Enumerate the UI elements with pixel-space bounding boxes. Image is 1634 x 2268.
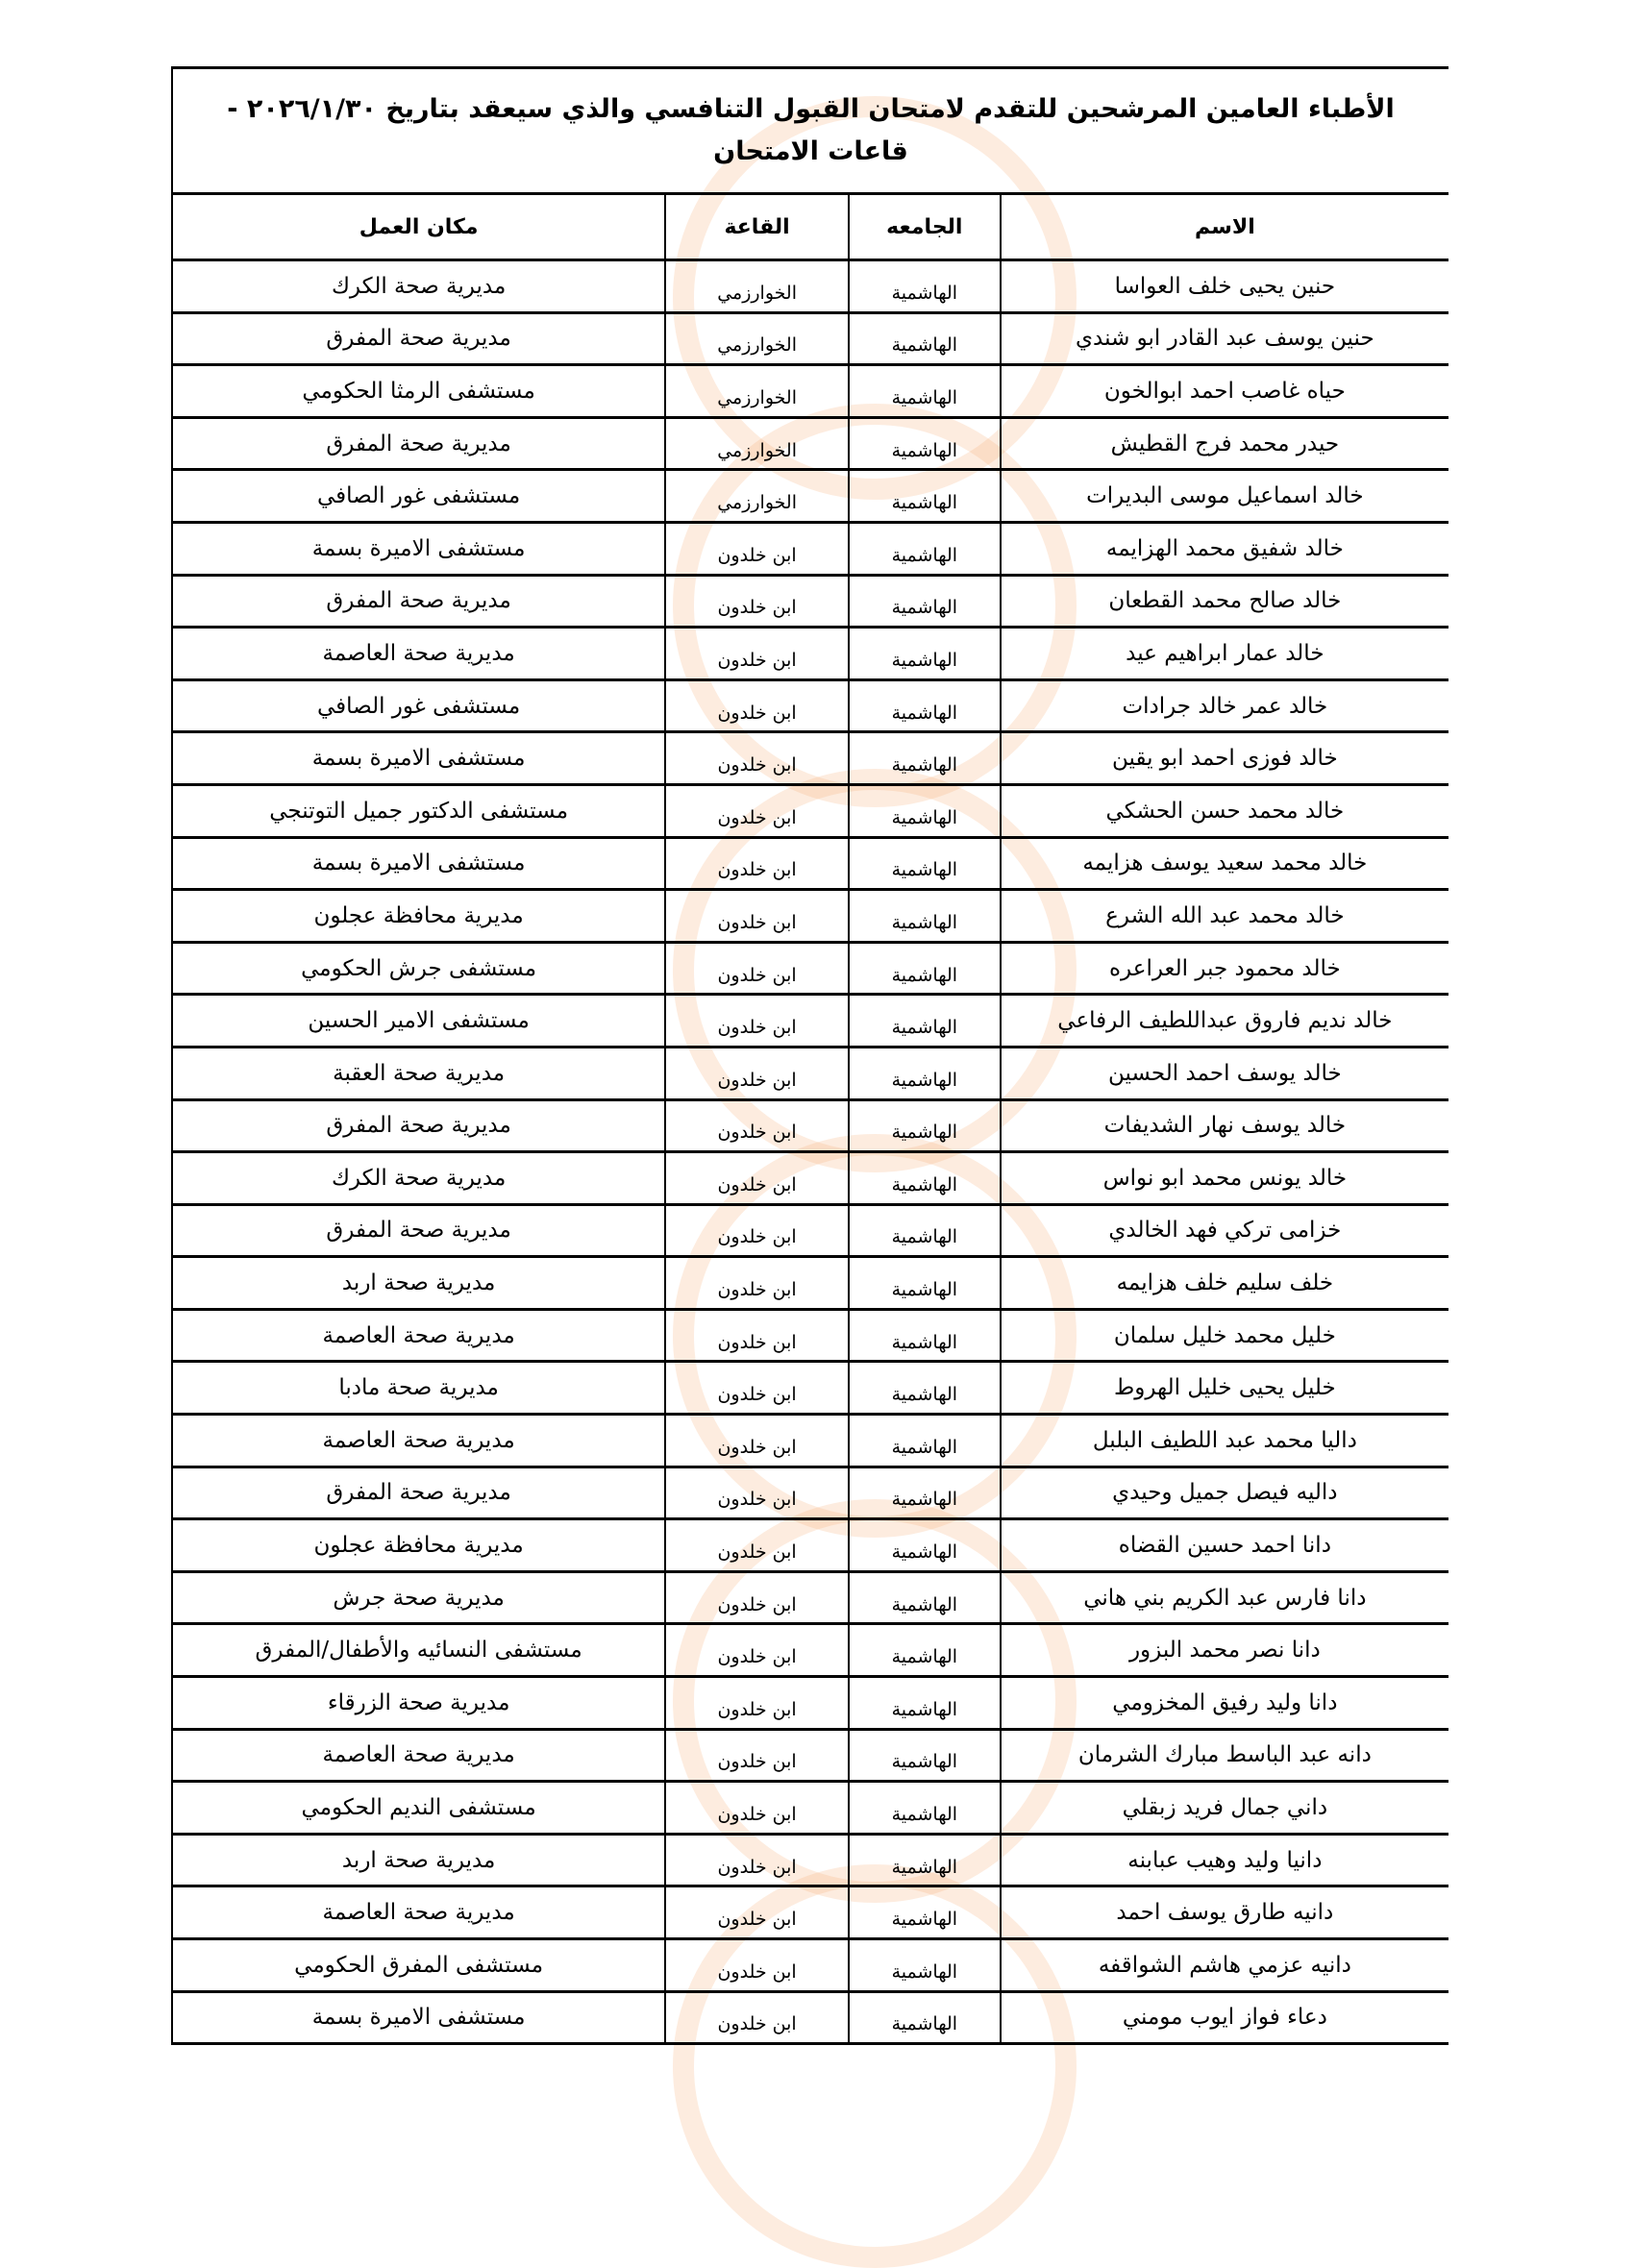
cell-workplace: مستشفى الاميرة بسمة: [311, 746, 526, 772]
table-row: [171, 577, 1448, 629]
cell-name: دعاء فواز ايوب مومني: [1000, 1993, 1448, 2043]
table-row: [171, 1783, 1448, 1836]
cell-hall: ابن خلدون: [664, 1836, 848, 1886]
cell-university: الهاشمية: [848, 1940, 1000, 1990]
cell-workplace: مديرية صحة العاصمة: [322, 1427, 515, 1453]
table-header: [171, 195, 1448, 261]
cell-university: الهاشمية: [848, 1311, 1000, 1361]
table-row: [171, 471, 1448, 524]
table-row: [171, 366, 1448, 419]
cell-hall: الخوارزمي: [664, 261, 848, 311]
cell-workplace: مستشفى الاميرة بسمة: [311, 850, 526, 876]
table-row: [171, 1258, 1448, 1311]
cell-name: حياه غاصب احمد ابوالخون: [1000, 366, 1448, 416]
cell-hall: ابن خلدون: [664, 1363, 848, 1413]
cell-university: الهاشمية: [848, 419, 1000, 469]
cell-workplace: مديرية صحة المفرق: [326, 1480, 511, 1506]
table-row: [171, 839, 1448, 892]
table-row: [171, 1678, 1448, 1731]
cell-name: دانا فارس عبد الكريم بني هاني: [1000, 1573, 1448, 1623]
cell-hall: ابن خلدون: [664, 681, 848, 731]
cell-hall: ابن خلدون: [664, 1783, 848, 1833]
cell-hall: الخوارزمي: [664, 471, 848, 521]
cell-hall: ابن خلدون: [664, 1206, 848, 1256]
cell-hall: ابن خلدون: [664, 1258, 848, 1308]
cell-workplace: مديرية صحة الكرك: [331, 1165, 507, 1191]
cell-hall: ابن خلدون: [664, 1625, 848, 1675]
cell-hall: ابن خلدون: [664, 891, 848, 941]
cell-workplace: مستشفى غور الصافي: [316, 693, 521, 719]
cell-name: خالد يونس محمد ابو نواس: [1000, 1153, 1448, 1203]
cell-name: خالد يوسف احمد الحسين: [1000, 1048, 1448, 1098]
cell-hall: ابن خلدون: [664, 1940, 848, 1990]
cell-workplace: مديرية صحة اربد: [341, 1270, 496, 1296]
cell-hall: ابن خلدون: [664, 524, 848, 574]
cell-university: الهاشمية: [848, 1625, 1000, 1675]
cell-university: الهاشمية: [848, 471, 1000, 521]
cell-hall: ابن خلدون: [664, 733, 848, 783]
cell-hall: ابن خلدون: [664, 1311, 848, 1361]
cell-workplace: مديرية محافظة عجلون: [313, 902, 524, 928]
cell-hall: ابن خلدون: [664, 1573, 848, 1623]
cell-hall: ابن خلدون: [664, 839, 848, 889]
cell-hall: ابن خلدون: [664, 629, 848, 678]
table-row: [171, 1993, 1448, 2046]
table-row: [171, 1101, 1448, 1154]
cell-university: الهاشمية: [848, 1887, 1000, 1937]
cell-university: الهاشمية: [848, 1206, 1000, 1256]
table-row: [171, 1153, 1448, 1206]
cell-hall: ابن خلدون: [664, 1731, 848, 1781]
header-workplace: مكان العمل: [359, 214, 479, 239]
header-name: الاسم: [1000, 195, 1448, 259]
cell-university: الهاشمية: [848, 261, 1000, 311]
cell-workplace: مديرية صحة العاصمة: [322, 1742, 515, 1768]
cell-university: الهاشمية: [848, 839, 1000, 889]
cell-name: دانيه عزمي هاشم الشواقفه: [1000, 1940, 1448, 1990]
table-row: [171, 1573, 1448, 1626]
cell-university: الهاشمية: [848, 1731, 1000, 1781]
cell-hall: الخوارزمي: [664, 366, 848, 416]
header-university: الجامعه: [848, 195, 1000, 259]
cell-university: الهاشمية: [848, 786, 1000, 836]
cell-name: حيدر محمد فرج القطيش: [1000, 419, 1448, 469]
cell-university: الهاشمية: [848, 524, 1000, 574]
cell-university: الهاشمية: [848, 1101, 1000, 1151]
table-row: [171, 944, 1448, 997]
cell-hall: الخوارزمي: [664, 314, 848, 364]
cell-name: دانا وليد رفيق المخزومي: [1000, 1678, 1448, 1728]
cell-workplace: مستشفى الامير الحسين: [308, 1008, 530, 1034]
table-row: [171, 419, 1448, 472]
cell-university: الهاشمية: [848, 733, 1000, 783]
table-row: [171, 1836, 1448, 1888]
table-row: [171, 733, 1448, 786]
cell-name: خليل محمد خليل سلمان: [1000, 1311, 1448, 1361]
table-row: [171, 629, 1448, 681]
cell-workplace: مديرية صحة العاصمة: [322, 640, 515, 666]
cell-university: الهاشمية: [848, 1783, 1000, 1833]
cell-name: داليا محمد عبد اللطيف البلبل: [1000, 1416, 1448, 1466]
table-row: [171, 1887, 1448, 1940]
cell-workplace: مديرية صحة اربد: [341, 1847, 496, 1873]
cell-hall: ابن خلدون: [664, 577, 848, 627]
cell-workplace: مديرية صحة المفرق: [326, 431, 511, 456]
cell-name: خالد عمار ابراهيم عيد: [1000, 629, 1448, 678]
cell-name: خزامى تركي فهد الخالدي: [1000, 1206, 1448, 1256]
cell-hall: ابن خلدون: [664, 1887, 848, 1937]
candidates-table: [171, 66, 1448, 2045]
table-row: [171, 1206, 1448, 1259]
cell-university: الهاشمية: [848, 944, 1000, 994]
cell-workplace: مستشفى النسائيه والأطفال/المفرق: [255, 1638, 582, 1664]
cell-hall: ابن خلدون: [664, 944, 848, 994]
cell-hall: ابن خلدون: [664, 786, 848, 836]
cell-hall: ابن خلدون: [664, 1468, 848, 1518]
cell-name: خلف سليم خلف هزايمه: [1000, 1258, 1448, 1308]
cell-workplace: مديرية محافظة عجلون: [313, 1533, 524, 1559]
table-row: [171, 1520, 1448, 1573]
cell-hall: ابن خلدون: [664, 1416, 848, 1466]
cell-name: دانيه طارق يوسف احمد: [1000, 1887, 1448, 1937]
cell-workplace: مديرية صحة جرش: [333, 1585, 505, 1611]
cell-name: خالد شفيق محمد الهزايمه: [1000, 524, 1448, 574]
cell-university: الهاشمية: [848, 1678, 1000, 1728]
cell-workplace: مستشفى غور الصافي: [316, 483, 521, 509]
table-row: [171, 1731, 1448, 1784]
cell-name: داني جمال فريد زبقلي: [1000, 1783, 1448, 1833]
cell-hall: ابن خلدون: [664, 1993, 848, 2043]
cell-university: الهاشمية: [848, 1573, 1000, 1623]
cell-workplace: مديرية صحة العقبة: [333, 1060, 506, 1086]
cell-university: الهاشمية: [848, 314, 1000, 364]
cell-university: الهاشمية: [848, 681, 1000, 731]
cell-university: الهاشمية: [848, 1048, 1000, 1098]
cell-name: خليل يحيى خليل الهروط: [1000, 1363, 1448, 1413]
table-row: [171, 261, 1448, 314]
cell-name: خالد محمد عبد الله الشرع: [1000, 891, 1448, 941]
cell-university: الهاشمية: [848, 996, 1000, 1046]
cell-workplace: مديرية صحة المفرق: [326, 1113, 511, 1139]
document-title: الأطباء العامين المرشحين للتقدم لامتحان القبول التنافسي والذي سيعقد بتاريخ ٢٠٢٦/١/٣٠ - قاعات الامتحان: [171, 66, 1448, 195]
table-row: [171, 314, 1448, 367]
table-body: [171, 261, 1448, 2045]
table-row: [171, 891, 1448, 944]
cell-hall: ابن خلدون: [664, 1153, 848, 1203]
cell-university: الهاشمية: [848, 1468, 1000, 1518]
cell-name: حنين يحيى خلف العواسا: [1000, 261, 1448, 311]
table-row: [171, 1311, 1448, 1364]
cell-name: خالد عمر خالد جرادات: [1000, 681, 1448, 731]
cell-hall: الخوارزمي: [664, 419, 848, 469]
table-row: [171, 524, 1448, 577]
cell-name: دانا نصر محمد البزور: [1000, 1625, 1448, 1675]
cell-name: خالد محمد سعيد يوسف هزايمه: [1000, 839, 1448, 889]
cell-name: حنين يوسف عبد القادر ابو شندي: [1000, 314, 1448, 364]
cell-workplace: مديرية صحة الكرك: [331, 273, 507, 299]
cell-university: الهاشمية: [848, 1153, 1000, 1203]
cell-university: الهاشمية: [848, 1520, 1000, 1570]
cell-workplace: مديرية صحة المفرق: [326, 588, 511, 614]
cell-name: خالد اسماعيل موسى البديرات: [1000, 471, 1448, 521]
cell-hall: ابن خلدون: [664, 1048, 848, 1098]
cell-name: دانا احمد حسين القضاه: [1000, 1520, 1448, 1570]
cell-university: الهاشمية: [848, 366, 1000, 416]
table-row: [171, 1940, 1448, 1993]
cell-name: خالد يوسف نهار الشديفات: [1000, 1101, 1448, 1151]
cell-workplace: مستشفى الدكتور جميل التوتنجي: [269, 798, 569, 824]
cell-workplace: مستشفى الاميرة بسمة: [311, 535, 526, 561]
cell-name: داليه فيصل جميل وحيدي: [1000, 1468, 1448, 1518]
cell-university: الهاشمية: [848, 1993, 1000, 2043]
cell-workplace: مديرية صحة المفرق: [326, 326, 511, 352]
table-row: [171, 1468, 1448, 1521]
cell-hall: ابن خلدون: [664, 1678, 848, 1728]
cell-university: الهاشمية: [848, 629, 1000, 678]
cell-workplace: مديرية صحة العاصمة: [322, 1322, 515, 1348]
cell-name: خالد محمود جبر العراعره: [1000, 944, 1448, 994]
table-row: [171, 1363, 1448, 1416]
cell-workplace: مستشفى المفرق الحكومي: [294, 1952, 544, 1978]
header-hall: القاعة: [664, 195, 848, 259]
cell-workplace: مديرية صحة مادبا: [338, 1375, 499, 1401]
cell-workplace: مديرية صحة المفرق: [326, 1218, 511, 1244]
cell-name: خالد محمد حسن الحشكي: [1000, 786, 1448, 836]
cell-workplace: مستشفى النديم الحكومي: [301, 1795, 536, 1821]
cell-name: دانه عبد الباسط مبارك الشرمان: [1000, 1731, 1448, 1781]
cell-name: خالد صالح محمد القطعان: [1000, 577, 1448, 627]
cell-university: الهاشمية: [848, 1836, 1000, 1886]
cell-name: دانيا وليد وهيب عبابنه: [1000, 1836, 1448, 1886]
table-row: [171, 1416, 1448, 1468]
table-row: [171, 1625, 1448, 1678]
cell-university: الهاشمية: [848, 891, 1000, 941]
cell-name: خالد نديم فاروق عبداللطيف الرفاعي: [1000, 996, 1448, 1046]
table-row: [171, 681, 1448, 734]
table-row: [171, 996, 1448, 1048]
cell-university: الهاشمية: [848, 1416, 1000, 1466]
cell-university: الهاشمية: [848, 577, 1000, 627]
table-row: [171, 1048, 1448, 1101]
cell-workplace: مستشفى الرمثا الحكومي: [302, 378, 535, 404]
cell-workplace: مستشفى الاميرة بسمة: [311, 2005, 526, 2031]
cell-hall: ابن خلدون: [664, 996, 848, 1046]
cell-name: خالد فوزى احمد ابو يقين: [1000, 733, 1448, 783]
cell-hall: ابن خلدون: [664, 1101, 848, 1151]
cell-hall: ابن خلدون: [664, 1520, 848, 1570]
cell-workplace: مديرية صحة الزرقاء: [327, 1689, 510, 1715]
cell-university: الهاشمية: [848, 1258, 1000, 1308]
cell-university: الهاشمية: [848, 1363, 1000, 1413]
cell-workplace: مستشفى جرش الحكومي: [301, 955, 537, 981]
cell-workplace: مديرية صحة العاصمة: [322, 1900, 515, 1926]
table-row: [171, 786, 1448, 839]
